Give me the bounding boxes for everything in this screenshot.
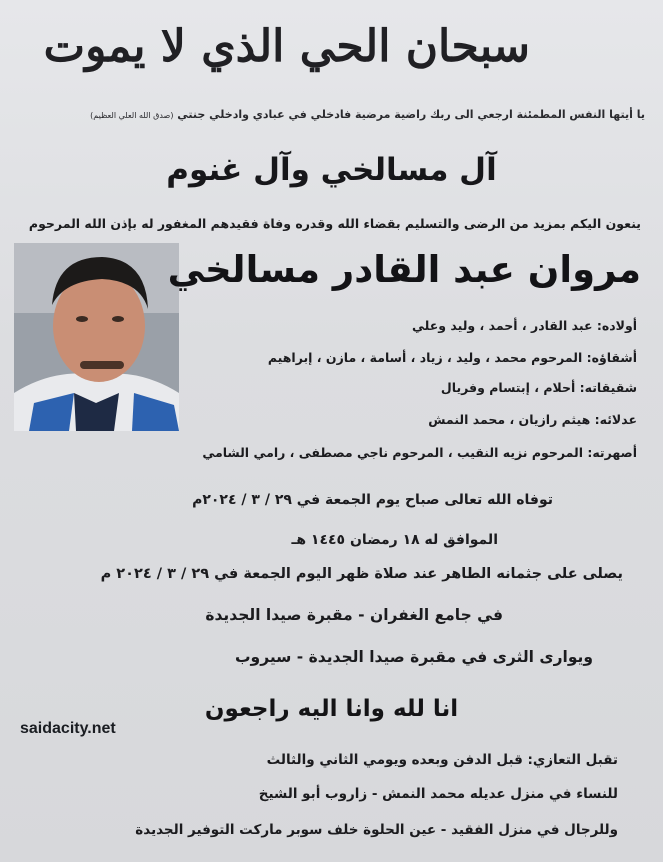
portrait-image bbox=[14, 243, 179, 431]
quran-verse bbox=[90, 108, 645, 121]
relatives-sisters: شقيقاته: أحلام ، إبتسام وفريال bbox=[440, 380, 637, 395]
hijri-date: الموافق له ١٨ رمضان ١٤٤٥ هـ bbox=[291, 532, 498, 548]
announcement-text: ينعون اليكم بمزيد من الرضى والتسليم بقضاء الله وقدره وفاة فقيدهم المغفور له بإذن الله المرحوم bbox=[28, 216, 641, 231]
verse-source: (صدق الله العلي العظيم) bbox=[90, 111, 174, 120]
burial-info: ويوارى الثرى في مقبرة صيدا الجديدة - سيروب bbox=[234, 648, 593, 666]
relatives-brothers-in-law: عدلائه: هيثم رازيان ، محمد النمش bbox=[428, 412, 637, 427]
condolences-women: للنساء في منزل عديله محمد النمش - زاروب أبو الشيخ bbox=[258, 786, 618, 802]
condolences-men: وللرجال في منزل الفقيد - عين الحلوة خلف سوبر ماركت التوفير الجديدة bbox=[135, 822, 618, 838]
family-names: آل مسالخي وآل غنوم bbox=[166, 152, 497, 188]
relatives-sons: أولاده: عبد القادر ، أحمد ، وليد وعلي bbox=[412, 318, 637, 333]
death-date: توفاه الله تعالى صباح يوم الجمعة في ٢٩ / ٣ / ٢٠٢٤م bbox=[192, 492, 553, 508]
relatives-in-laws: أصهرته: المرحوم نزيه النقيب ، المرحوم ناجي مصطفى ، رامي الشامي bbox=[202, 445, 637, 460]
relatives-brothers: أشقاؤه: المرحوم محمد ، وليد ، زياد ، أسامة ، مازن ، إبراهيم bbox=[267, 350, 637, 365]
calligraphy-heading: سبحان الحي الذي لا يموت bbox=[43, 21, 530, 72]
deceased-name: مروان عبد القادر مسالخي bbox=[167, 248, 641, 291]
closing-verse: انا لله وانا اليه راجعون bbox=[204, 696, 459, 722]
funeral-prayer: يصلى على جثمانه الطاهر عند صلاة ظهر اليوم الجمعة في ٢٩ / ٣ / ٢٠٢٤ م bbox=[100, 566, 623, 582]
condolences-heading: تقبل التعازي: قبل الدفن وبعده ويومي الثاني والثالث bbox=[266, 752, 618, 768]
verse-text: يا أيتها النفس المطمئنة ارجعي الى ربك راضية مرضية فادخلي في عبادي وادخلي جنتي bbox=[177, 108, 645, 121]
watermark-text: saidacity.net bbox=[20, 720, 116, 737]
prayer-place: في جامع الغفران - مقبرة صيدا الجديدة bbox=[205, 606, 503, 624]
deceased-photo bbox=[14, 243, 179, 431]
